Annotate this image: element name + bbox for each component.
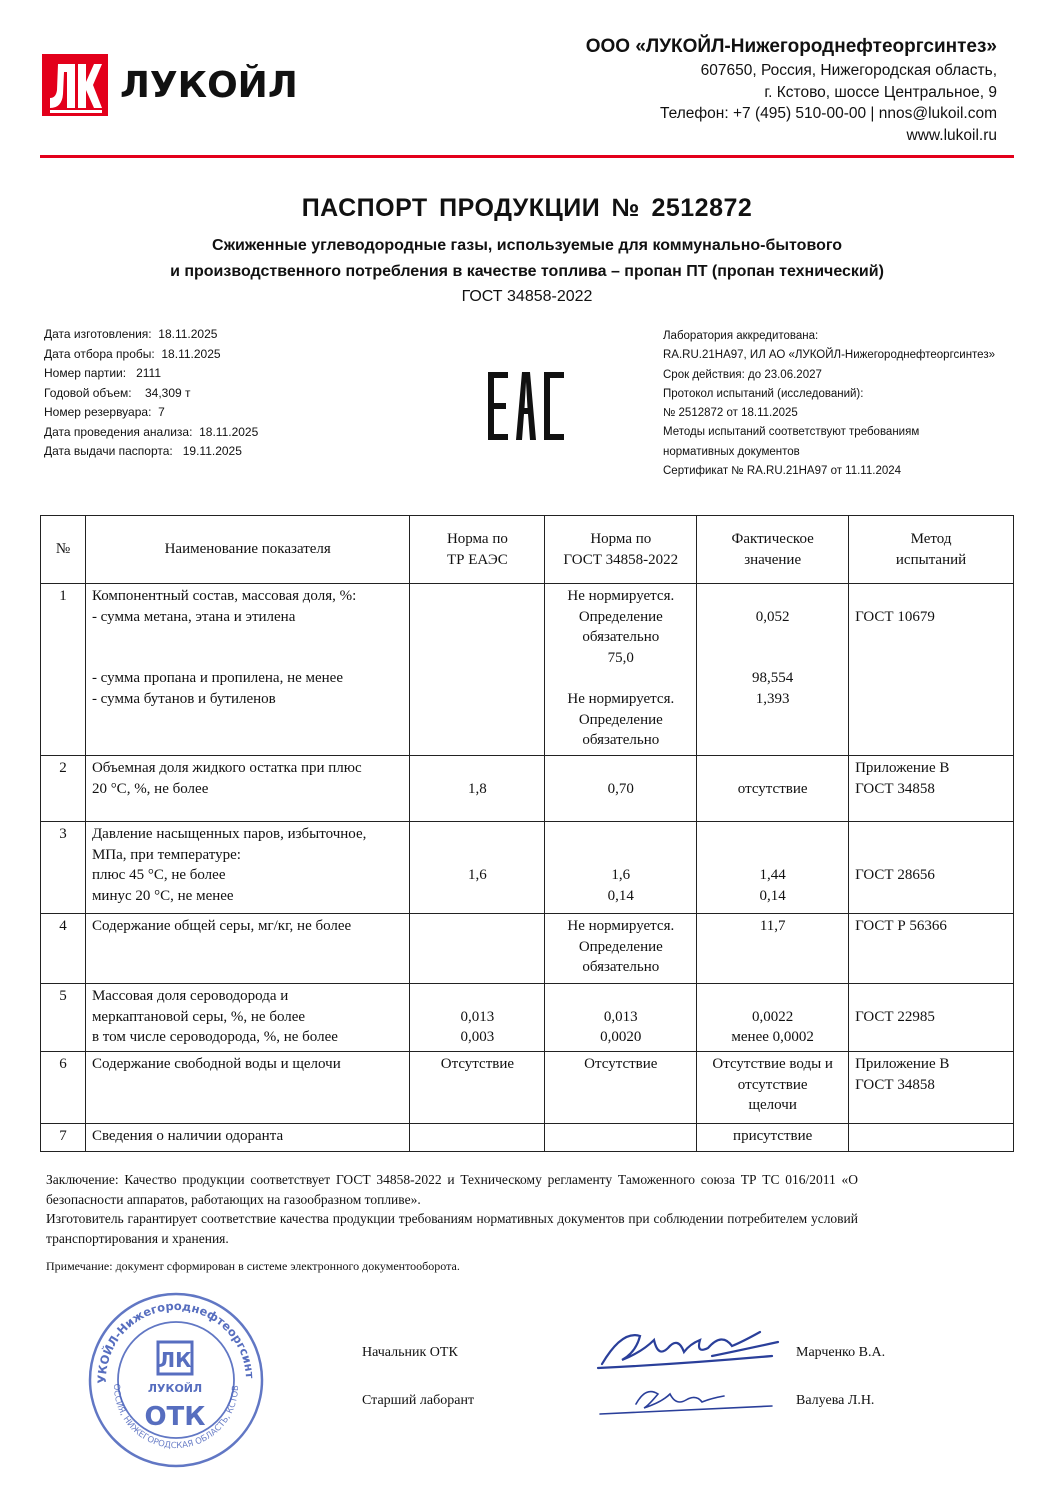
actual-value-line: 11,7 [759,918,786,934]
header-num: № [41,516,86,584]
gost-norm-value-line: Определение [578,711,663,728]
test-method-line [855,986,1007,1007]
actual-value-line: 0,14 [759,887,786,904]
row-number: 1 [41,584,86,756]
document-note: Примечание: документ сформирован в системе электронного документооборота. [46,1259,460,1273]
header-test-method: Метод испытаний [849,516,1014,584]
indicator-name-line: в том числе сероводорода, %, не более [91,1029,338,1046]
table-row [41,822,1014,914]
gost-norm-value-line [551,845,690,866]
gost-norm-value-line: 75,0 [607,649,634,666]
test-method-line: ГОСТ 10679 [855,608,935,625]
conclusion-guarantee: Изготовитель гарантирует соответствие качества продукции требованиям нормативных документов при соблюдении потребителем условий транспортирования и хранения. [46,1211,858,1246]
actual-value-line [703,648,842,669]
svg-text:ОТК: ОТК [144,1402,206,1432]
tr-norm-value [410,756,545,822]
company-name: ООО «ЛУКОЙЛ-Нижегороднефтеоргсинтез» [585,36,997,57]
indicator-name-line: Объемная доля жидкого остатка при плюс [91,760,362,776]
actual-value [697,584,849,756]
lab-info [663,327,995,481]
test-method-line: ГОСТ 34858 [855,1076,935,1093]
tr-norm-value [410,1124,545,1152]
table-row [41,1052,1014,1124]
test-method-line: ГОСТ 34858 [855,780,935,797]
actual-value-line: присутствие [733,1128,813,1144]
gost-norm-value [545,1124,697,1152]
actual-value-line: 0,052 [755,608,790,625]
indicator-name [85,914,410,984]
gost-norm-value-line: Не нормируется. [567,690,675,707]
tr-norm-value-line: 1,6 [468,867,487,884]
tr-norm-value [410,914,545,984]
header-gost-norm: Норма по ГОСТ 34858-2022 [545,516,697,584]
gost-norm-value [545,584,697,756]
signatory-name-lab: Валуева Л.Н. [796,1393,875,1408]
gost-norm-value-line [551,758,690,779]
row-number: 3 [41,822,86,914]
indicator-name-line [92,627,404,648]
subtitle-line2: и производственного потребления в качестве топлива – пропан ПТ (пропан технический) [170,263,884,280]
indicator-name-line: - сумма метана, этана и этилена [91,608,296,625]
svg-text:ЛУКОЙЛ-Нижегороднефтеоргсинтез: УКОЙЛ-Нижегороднефтеоргсинт [94,1298,258,1384]
row-number: 5 [41,984,86,1052]
gost-norm-value-line: обязательно [582,732,660,749]
info-batch-number: Номер партии: 2111 [44,366,162,380]
lab-methods-line1: Методы испытаний соответствуют требованиям [663,426,920,439]
actual-value-line: Отсутствие воды и [712,1056,833,1072]
gost-norm-value-line: Определение [578,938,663,955]
lab-validity: Срок действия: до 23.06.2027 [663,368,822,381]
indicator-name-line: Содержание общей серы, мг/кг, не более [91,918,352,934]
lab-protocol-number: № 2512872 от 18.11.2025 [663,407,798,420]
specification-table [40,515,1014,1152]
actual-value-line: 98,554 [752,670,794,687]
test-method-line [855,845,1007,866]
brand-name: ЛУКОЙЛ [120,64,298,106]
gost-norm-value-line: 1,6 [611,867,631,884]
gost-norm-value-line [551,668,690,689]
tr-norm-value-line: 0,003 [460,1029,495,1046]
gost-norm-value-line: обязательно [582,629,660,646]
lab-accreditation-label: Лаборатория аккредитована: [663,330,819,342]
actual-value [697,1124,849,1152]
tr-norm-value-line [416,986,538,1007]
gost-norm-value-line: Отсутствие [584,1056,658,1072]
tr-norm-value-line [416,824,538,845]
actual-value-line: менее 0,0002 [731,1029,814,1046]
indicator-name-line: минус 20 °С, не менее [91,887,234,904]
document-standard: ГОСТ 34858-2022 [461,288,593,305]
row-number: 7 [41,1124,86,1152]
actual-value-line: 0,0022 [752,1008,794,1025]
info-tank-number: Номер резервуара: 7 [44,405,165,419]
test-method [849,1124,1014,1152]
lukoil-logo-mark [42,54,108,116]
actual-value-line: щелочи [748,1097,797,1114]
test-method-line [855,586,1007,607]
row-number: 4 [41,914,86,984]
batch-info [44,325,258,462]
svg-text:ЛУКОЙЛ: ЛУКОЙЛ [147,1382,203,1395]
gost-norm-value-line [551,986,690,1007]
gost-norm-value-line: 0,14 [607,887,634,904]
actual-value [697,984,849,1052]
company-website[interactable]: www.lukoil.ru [906,126,997,144]
gost-norm-value [545,984,697,1052]
eac-mark [486,370,566,447]
signatory-role-head: Начальник ОТК [362,1345,458,1360]
tr-norm-value [410,984,545,1052]
indicator-name [85,756,410,822]
test-method-line: Приложение В [855,1056,950,1072]
conclusion-quality: Заключение: Качество продукции соответствует ГОСТ 34858-2022 и Техническому регламенту Таможенного союза ТР ТС 016/2011 «О безопасности аппаратов, работающих на газообразном топливе». [46,1172,858,1207]
gost-norm-value [545,822,697,914]
tr-norm-value-line [416,758,538,779]
header-divider [40,155,1014,158]
gost-norm-value-line: Не нормируется. [567,588,675,604]
actual-value-line: отсутствие [737,780,808,797]
indicator-name [85,1052,410,1124]
actual-value [697,822,849,914]
company-block [586,34,997,146]
tr-norm-value [410,1052,545,1124]
actual-value-line [703,824,842,845]
signatory-role-lab: Старший лаборант [362,1393,475,1408]
header-actual-value: Фактическое значение [697,516,849,584]
info-sample-date: Дата отбора пробы: 18.11.2025 [44,346,221,361]
indicator-name-line: 20 °С, %, не более [91,780,209,797]
row-number: 6 [41,1052,86,1124]
actual-value-line [703,986,842,1007]
gost-norm-value-line: Не нормируется. [567,918,675,934]
actual-value-line: 1,393 [755,690,790,707]
company-address-line1: 607650, Россия, Нижегородская область, [700,62,997,79]
actual-value [697,914,849,984]
indicator-name-line: Сведения о наличии одоранта [91,1128,284,1144]
table-header-row [41,516,1014,584]
test-method [849,1052,1014,1124]
test-method [849,914,1014,984]
subtitle-line1: Сжиженные углеводородные газы, используемые для коммунально-бытового [211,237,843,254]
test-method [849,984,1014,1052]
table-row [41,756,1014,822]
indicator-name-line: Давление насыщенных паров, избыточное, [91,826,367,842]
tr-norm-value-line [416,886,538,907]
test-method [849,822,1014,914]
document-subtitle [0,233,1054,285]
indicator-name-line: Компонентный состав, массовая доля, %: [91,588,357,604]
indicator-name-line: - сумма пропана и пропилена, не менее [91,670,343,687]
indicator-name-line: МПа, при температуре: [91,846,241,863]
test-method-line: Приложение В [855,760,950,776]
otk-stamp [86,1290,266,1475]
svg-text:ЛК: ЛК [158,1348,192,1372]
test-method-line: ГОСТ 28656 [855,867,935,884]
gost-norm-value [545,756,697,822]
svg-text:РОССИЯ, НИЖЕГОРОДСКАЯ ОБЛАСТЬ,: ОССИЯ, НИЖЕГОРОДСКАЯ ОБЛАСТЬ, КСТОВ [110,1383,242,1452]
gost-norm-value-line: 0,0020 [600,1029,642,1046]
lab-protocol-label: Протокол испытаний (исследований): [663,387,864,400]
test-method [849,584,1014,756]
actual-value-line [703,627,842,648]
company-address-line2: г. Кстово, шоссе Центральное, 9 [764,83,997,101]
test-method-line: ГОСТ Р 56366 [855,918,947,934]
table-row [41,584,1014,756]
indicator-name [85,822,410,914]
tr-norm-value-line [416,845,538,866]
tr-norm-value [410,584,545,756]
table-row [41,914,1014,984]
actual-value-line: 1,44 [759,867,786,884]
gost-norm-value-line: 0,013 [603,1008,638,1025]
tr-norm-value [410,822,545,914]
gost-norm-value-line: 0,70 [607,780,634,797]
header-name: Наименование показателя [85,516,410,584]
company-contacts: Телефон: +7 (495) 510-00-00 | nnos@lukoil.com [660,105,997,122]
actual-value-line [703,845,842,866]
gost-norm-value [545,1052,697,1124]
actual-value-line: отсутствие [737,1076,808,1093]
lukoil-logo [42,54,298,116]
gost-norm-value-line [551,824,690,845]
lab-certificate: Сертификат № RA.RU.21НА97 от 11.11.2024 [663,465,902,478]
info-issue-date: Дата выдачи паспорта: 19.11.2025 [44,444,242,458]
test-method-line [855,886,1007,907]
lab-methods-line2: нормативных документов [663,445,800,458]
document-title: ПАСПОРТ ПРОДУКЦИИ № 2512872 [301,194,753,222]
conclusion-block [46,1170,858,1248]
actual-value [697,1052,849,1124]
info-volume: Годовой объем: 34,309 т [44,385,191,400]
actual-value-line [703,586,842,607]
header-tr-norm: Норма по ТР ЕАЭС [410,516,545,584]
test-method [849,756,1014,822]
test-method-line [855,824,1007,845]
indicator-name [85,584,410,756]
indicator-name-line: Содержание свободной воды и щелочи [91,1056,341,1072]
indicator-name-line: меркаптановой серы, %, не более [91,1008,306,1025]
indicator-name [85,1124,410,1152]
test-method-line: ГОСТ 22985 [855,1008,935,1025]
tr-norm-value-line: Отсутствие [440,1056,515,1072]
indicator-name-line: Массовая доля сероводорода и [91,988,289,1004]
actual-value [697,756,849,822]
signatory-name-head: Марченко В.А. [796,1345,886,1360]
info-analysis-date: Дата проведения анализа: 18.11.2025 [44,424,259,439]
signature-head [592,1322,792,1374]
indicator-name-line: плюс 45 °С, не более [91,867,226,884]
tr-norm-value-line: 1,8 [468,780,487,797]
lab-accreditation-number: RA.RU.21НА97, ИЛ АО «ЛУКОЙЛ-Нижегороднефтеоргсинтез» [663,349,995,362]
row-number: 2 [41,756,86,822]
table-row [41,1124,1014,1152]
indicator-name-line [92,648,404,669]
gost-norm-value [545,914,697,984]
signature-lab [596,1380,776,1420]
actual-value-line [703,758,842,779]
indicator-name-line: - сумма бутанов и бутиленов [91,690,276,707]
gost-norm-value-line: обязательно [582,959,660,976]
tr-norm-value-line: 0,013 [460,1008,495,1025]
table-row [41,984,1014,1052]
gost-norm-value-line: Определение [578,608,663,625]
indicator-name [85,984,410,1052]
info-manufacture-date: Дата изготовления: 18.11.2025 [44,327,218,341]
